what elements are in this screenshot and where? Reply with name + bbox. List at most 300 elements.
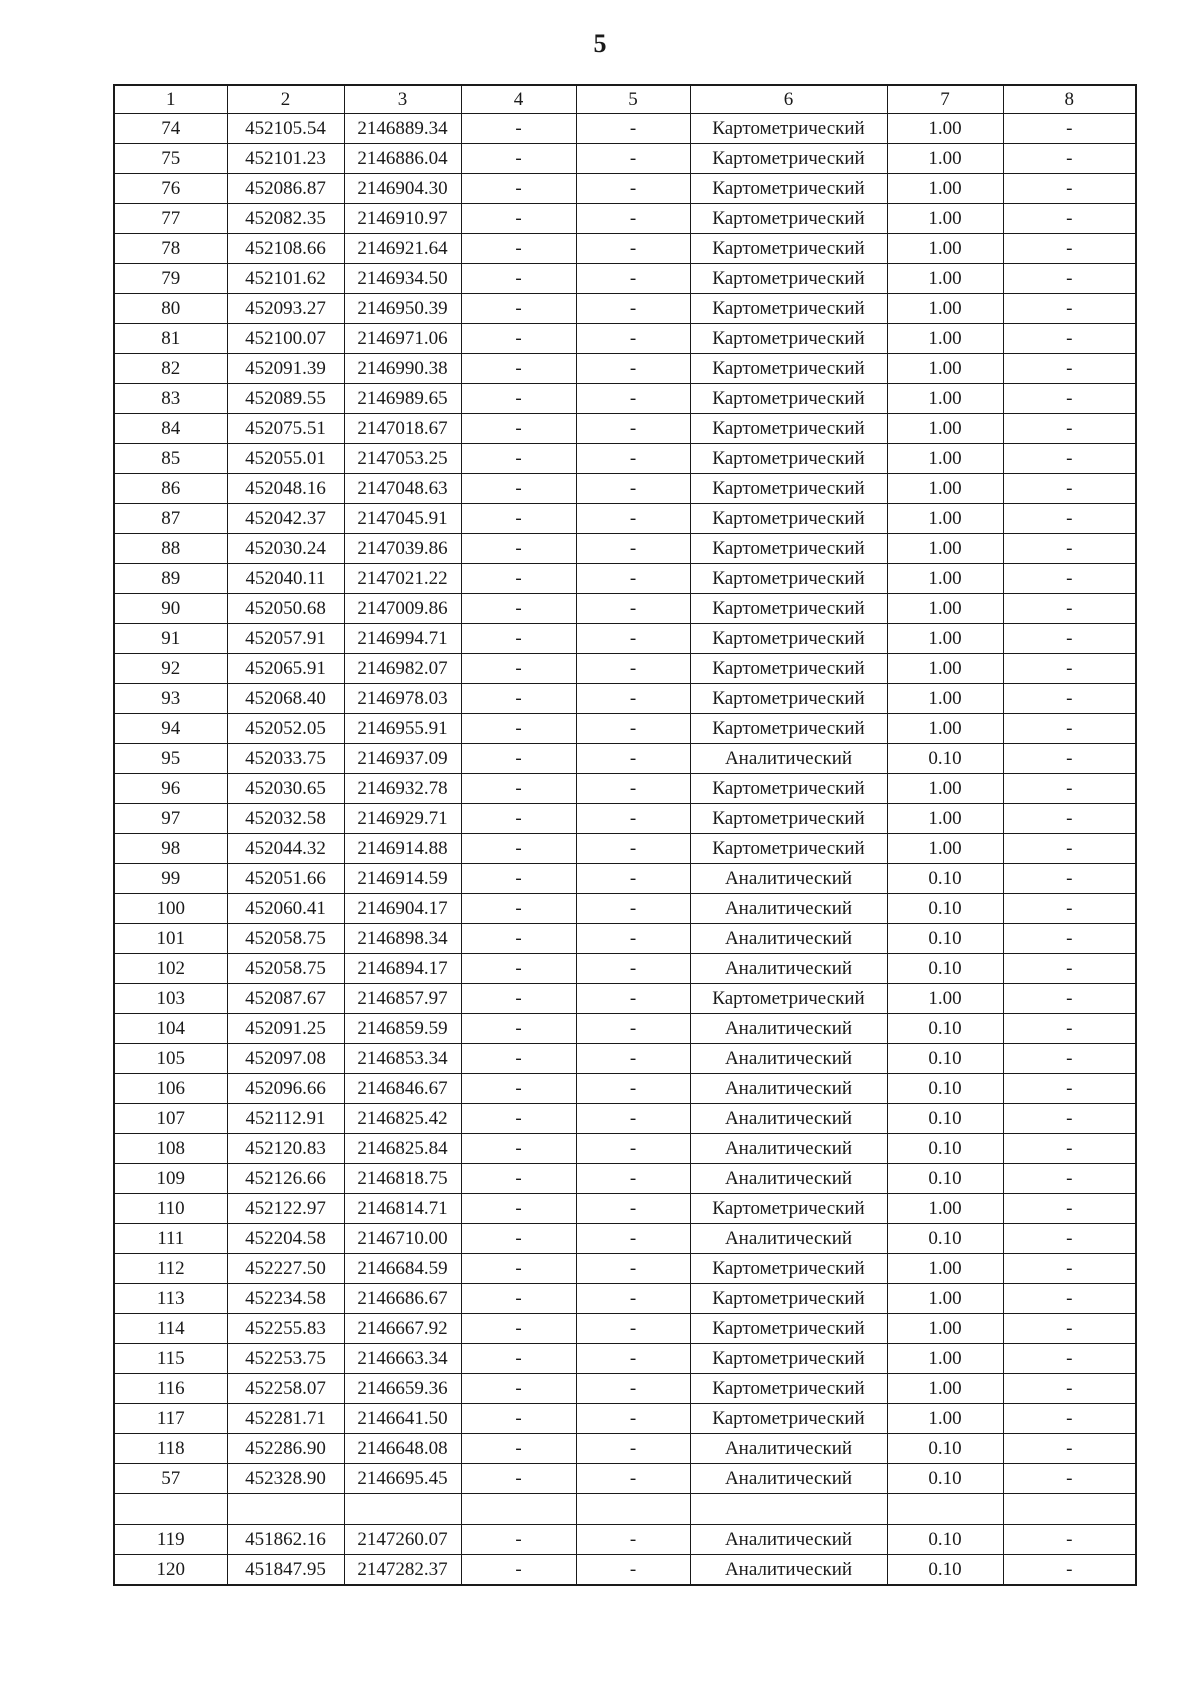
table-cell-col-7: 0.10 (887, 1224, 1003, 1254)
table-cell-col-6: Картометрический (690, 1194, 887, 1224)
table-cell-col-8: - (1003, 774, 1136, 804)
table-cell-col-6: Картометрический (690, 654, 887, 684)
table-cell-col-7: 1.00 (887, 234, 1003, 264)
table-cell-col-8: - (1003, 984, 1136, 1014)
table-cell-col-4 (461, 1494, 576, 1525)
table-cell-col-2: 452051.66 (227, 864, 344, 894)
table-cell-col-6: Картометрический (690, 834, 887, 864)
table-row (114, 1104, 1136, 1134)
table-cell-col-8: - (1003, 1134, 1136, 1164)
table-cell-col-5: - (576, 1134, 690, 1164)
table-cell-col-7: 1.00 (887, 1194, 1003, 1224)
table-cell-col-5: - (576, 1464, 690, 1494)
table-cell-col-5: - (576, 1224, 690, 1254)
column-header-8: 8 (1003, 85, 1136, 114)
table-cell-col-1: 84 (114, 414, 227, 444)
table-row (114, 1164, 1136, 1194)
table-cell-col-6: Аналитический (690, 1134, 887, 1164)
table-cell-col-4: - (461, 474, 576, 504)
table-row (114, 444, 1136, 474)
table-cell-col-6: Картометрический (690, 1374, 887, 1404)
table-cell-col-8: - (1003, 924, 1136, 954)
table-cell-col-6: Аналитический (690, 744, 887, 774)
table-cell-col-3: 2146686.67 (344, 1284, 461, 1314)
table-cell-col-3: 2146934.50 (344, 264, 461, 294)
table-cell-col-2: 452227.50 (227, 1254, 344, 1284)
table-cell-col-6: Картометрический (690, 444, 887, 474)
table-cell-col-7: 1.00 (887, 714, 1003, 744)
table-row (114, 264, 1136, 294)
page-number: 5 (593, 29, 607, 58)
table-cell-col-6: Картометрический (690, 1314, 887, 1344)
table-cell-col-8: - (1003, 174, 1136, 204)
table-cell-col-4: - (461, 1284, 576, 1314)
table-cell-col-6: Картометрический (690, 114, 887, 144)
table-cell-col-5: - (576, 1254, 690, 1284)
table-cell-col-4: - (461, 354, 576, 384)
table-cell-col-1: 81 (114, 324, 227, 354)
table-cell-col-7: 0.10 (887, 1555, 1003, 1586)
table-cell-col-5: - (576, 744, 690, 774)
table-cell-col-4: - (461, 864, 576, 894)
table-cell-col-8 (1003, 1494, 1136, 1525)
table-cell-col-3: 2146695.45 (344, 1464, 461, 1494)
table-cell-col-5: - (576, 414, 690, 444)
table-cell-col-5: - (576, 1404, 690, 1434)
table-cell-col-5: - (576, 594, 690, 624)
table-cell-col-2: 452087.67 (227, 984, 344, 1014)
table-cell-col-7: 1.00 (887, 144, 1003, 174)
table-cell-col-8: - (1003, 624, 1136, 654)
table-cell-col-2: 452204.58 (227, 1224, 344, 1254)
table-cell-col-4: - (461, 1555, 576, 1586)
table-cell-col-5: - (576, 354, 690, 384)
table-body (114, 114, 1136, 1586)
table-cell-col-2: 452091.25 (227, 1014, 344, 1044)
table-cell-col-3: 2146904.17 (344, 894, 461, 924)
table-cell-col-8: - (1003, 234, 1136, 264)
table-cell-col-2: 452101.62 (227, 264, 344, 294)
table-cell-col-4: - (461, 1434, 576, 1464)
table-cell-col-5 (576, 1494, 690, 1525)
table-cell-col-1: 98 (114, 834, 227, 864)
table-cell-col-8: - (1003, 894, 1136, 924)
table-cell-col-8: - (1003, 1434, 1136, 1464)
table-cell-col-2: 452060.41 (227, 894, 344, 924)
table-cell-col-4: - (461, 1074, 576, 1104)
table-cell-col-1: 104 (114, 1014, 227, 1044)
table-cell-col-5: - (576, 504, 690, 534)
table-row (114, 714, 1136, 744)
table-cell-col-4: - (461, 564, 576, 594)
table-cell-col-7: 0.10 (887, 1525, 1003, 1555)
table-cell-col-8: - (1003, 1374, 1136, 1404)
table-cell-col-6: Картометрический (690, 474, 887, 504)
table-cell-col-6: Картометрический (690, 144, 887, 174)
table-cell-col-6: Картометрический (690, 354, 887, 384)
table-cell-col-8: - (1003, 504, 1136, 534)
table-cell-col-5: - (576, 1164, 690, 1194)
table-cell-col-7: 0.10 (887, 1134, 1003, 1164)
table-cell-col-7: 1.00 (887, 114, 1003, 144)
table-cell-col-4: - (461, 894, 576, 924)
table-cell-col-7: 1.00 (887, 1284, 1003, 1314)
table-cell-col-1: 117 (114, 1404, 227, 1434)
table-cell-col-2: 452030.24 (227, 534, 344, 564)
table-cell-col-1: 102 (114, 954, 227, 984)
table-cell-col-6: Картометрический (690, 624, 887, 654)
table-row (114, 384, 1136, 414)
table-cell-col-3: 2146982.07 (344, 654, 461, 684)
table-cell-col-7: 0.10 (887, 894, 1003, 924)
table-cell-col-4: - (461, 1525, 576, 1555)
table-cell-col-1: 91 (114, 624, 227, 654)
table-cell-col-6: Картометрический (690, 384, 887, 414)
table-cell-col-3: 2146894.17 (344, 954, 461, 984)
table-cell-col-1: 118 (114, 1434, 227, 1464)
table-cell-col-4: - (461, 534, 576, 564)
table-cell-col-4: - (461, 654, 576, 684)
table-cell-col-1: 96 (114, 774, 227, 804)
table-cell-col-8: - (1003, 1404, 1136, 1434)
table-row (114, 324, 1136, 354)
table-cell-col-5: - (576, 324, 690, 354)
table-cell-col-2: 452108.66 (227, 234, 344, 264)
table-cell-col-5: - (576, 714, 690, 744)
table-cell-col-2: 452258.07 (227, 1374, 344, 1404)
table-cell-col-6: Картометрический (690, 714, 887, 744)
column-header-7: 7 (887, 85, 1003, 114)
table-cell-col-3: 2146667.92 (344, 1314, 461, 1344)
table-row (114, 1284, 1136, 1314)
table-row (114, 564, 1136, 594)
table-row (114, 954, 1136, 984)
table-row (114, 1525, 1136, 1555)
table-cell-col-6: Картометрический (690, 264, 887, 294)
table-cell-col-5: - (576, 234, 690, 264)
table-cell-col-2: 452042.37 (227, 504, 344, 534)
table-row (114, 1314, 1136, 1344)
table-cell-col-2: 452097.08 (227, 1044, 344, 1074)
table-cell-col-1: 83 (114, 384, 227, 414)
table-row (114, 114, 1136, 144)
table-cell-col-1: 97 (114, 804, 227, 834)
table-row (114, 294, 1136, 324)
table-cell-col-8: - (1003, 1555, 1136, 1586)
table-cell-col-8: - (1003, 564, 1136, 594)
table-cell-col-4: - (461, 234, 576, 264)
table-cell-col-1: 106 (114, 1074, 227, 1104)
table-cell-col-1: 75 (114, 144, 227, 174)
table-cell-col-6: Аналитический (690, 1164, 887, 1194)
table-cell-col-3: 2146825.42 (344, 1104, 461, 1134)
table-cell-col-1: 99 (114, 864, 227, 894)
table-cell-col-7: 0.10 (887, 1464, 1003, 1494)
table-cell-col-1: 101 (114, 924, 227, 954)
table-cell-col-7: 1.00 (887, 504, 1003, 534)
table-cell-col-4: - (461, 1044, 576, 1074)
table-cell-col-1: 80 (114, 294, 227, 324)
table-cell-col-7: 1.00 (887, 1374, 1003, 1404)
table-cell-col-4: - (461, 264, 576, 294)
table-cell-col-3: 2146989.65 (344, 384, 461, 414)
table-row (114, 744, 1136, 774)
table-cell-col-5: - (576, 204, 690, 234)
table-cell-col-5: - (576, 954, 690, 984)
table-cell-col-2: 452120.83 (227, 1134, 344, 1164)
table-row (114, 984, 1136, 1014)
table-row (114, 804, 1136, 834)
table-cell-col-8: - (1003, 1074, 1136, 1104)
table-cell-col-7: 1.00 (887, 354, 1003, 384)
table-row (114, 1134, 1136, 1164)
table-cell-col-2: 452033.75 (227, 744, 344, 774)
table-row (114, 1404, 1136, 1434)
table-cell-col-3: 2147018.67 (344, 414, 461, 444)
table-cell-col-3: 2146904.30 (344, 174, 461, 204)
table-row (114, 1074, 1136, 1104)
table-cell-col-1 (114, 1494, 227, 1525)
table-cell-col-6: Картометрический (690, 294, 887, 324)
table-cell-col-6: Аналитический (690, 1434, 887, 1464)
table-cell-col-3: 2147039.86 (344, 534, 461, 564)
table-cell-col-8: - (1003, 474, 1136, 504)
table-cell-col-6: Аналитический (690, 864, 887, 894)
table-cell-col-4: - (461, 504, 576, 534)
table-row (114, 414, 1136, 444)
table-cell-col-1: 88 (114, 534, 227, 564)
table-cell-col-3: 2146910.97 (344, 204, 461, 234)
table-cell-col-7: 1.00 (887, 384, 1003, 414)
table-cell-col-7 (887, 1494, 1003, 1525)
table-cell-col-2: 452082.35 (227, 204, 344, 234)
table-cell-col-5: - (576, 1525, 690, 1555)
table-cell-col-7: 1.00 (887, 804, 1003, 834)
table-cell-col-1: 57 (114, 1464, 227, 1494)
table-cell-col-5: - (576, 1434, 690, 1464)
table-cell-col-2: 452096.66 (227, 1074, 344, 1104)
table-cell-col-4: - (461, 1344, 576, 1374)
table-cell-col-5: - (576, 834, 690, 864)
table-cell-col-2: 452058.75 (227, 924, 344, 954)
column-header-5: 5 (576, 85, 690, 114)
table-cell-col-6: Картометрический (690, 504, 887, 534)
table-cell-col-3: 2147009.86 (344, 594, 461, 624)
table-cell-col-2: 452065.91 (227, 654, 344, 684)
table-cell-col-3: 2146994.71 (344, 624, 461, 654)
table-cell-col-5: - (576, 444, 690, 474)
header-row (114, 85, 1136, 114)
table-cell-col-4: - (461, 1134, 576, 1164)
table-cell-col-3: 2146710.00 (344, 1224, 461, 1254)
table-cell-col-4: - (461, 1014, 576, 1044)
table-cell-col-2: 452058.75 (227, 954, 344, 984)
table-cell-col-4: - (461, 1464, 576, 1494)
table-cell-col-6: Картометрический (690, 984, 887, 1014)
table-cell-col-5: - (576, 1555, 690, 1586)
table-row (114, 144, 1136, 174)
table-cell-col-6: Аналитический (690, 1104, 887, 1134)
table-cell-col-6: Картометрический (690, 684, 887, 714)
table-cell-col-8: - (1003, 414, 1136, 444)
table-cell-col-3: 2146857.97 (344, 984, 461, 1014)
table-cell-col-8: - (1003, 1284, 1136, 1314)
table-cell-col-4: - (461, 1194, 576, 1224)
table-cell-col-8: - (1003, 1224, 1136, 1254)
table-cell-col-1: 89 (114, 564, 227, 594)
table-cell-col-7: 1.00 (887, 474, 1003, 504)
table-cell-col-8: - (1003, 594, 1136, 624)
table-cell-col-6: Картометрический (690, 1344, 887, 1374)
table-cell-col-8: - (1003, 204, 1136, 234)
table-cell-col-3: 2146914.88 (344, 834, 461, 864)
table-cell-col-2: 452030.65 (227, 774, 344, 804)
table-cell-col-8: - (1003, 534, 1136, 564)
table-cell-col-6: Аналитический (690, 1555, 887, 1586)
table-cell-col-1: 100 (114, 894, 227, 924)
table-cell-col-1: 74 (114, 114, 227, 144)
table-cell-col-8: - (1003, 1044, 1136, 1074)
table-row (114, 624, 1136, 654)
table-cell-col-3: 2146937.09 (344, 744, 461, 774)
table-header (114, 85, 1136, 114)
table-cell-col-3: 2147053.25 (344, 444, 461, 474)
table-cell-col-3: 2146825.84 (344, 1134, 461, 1164)
table-cell-col-4: - (461, 324, 576, 354)
table-cell-col-5: - (576, 654, 690, 684)
table-cell-col-1: 87 (114, 504, 227, 534)
table-cell-col-2: 452075.51 (227, 414, 344, 444)
table-cell-col-4: - (461, 684, 576, 714)
table-row (114, 204, 1136, 234)
table-cell-col-8: - (1003, 444, 1136, 474)
table-cell-col-3: 2146889.34 (344, 114, 461, 144)
table-cell-col-1: 108 (114, 1134, 227, 1164)
table-cell-col-3: 2146950.39 (344, 294, 461, 324)
table-cell-col-1: 86 (114, 474, 227, 504)
table-cell-col-8: - (1003, 324, 1136, 354)
table-cell-col-8: - (1003, 354, 1136, 384)
table-cell-col-7: 0.10 (887, 1164, 1003, 1194)
table-cell-col-7: 0.10 (887, 1434, 1003, 1464)
table-cell-col-5: - (576, 474, 690, 504)
table-cell-col-4: - (461, 1164, 576, 1194)
table-cell-col-1: 85 (114, 444, 227, 474)
table-cell-col-2: 451862.16 (227, 1525, 344, 1555)
table-cell-col-7: 1.00 (887, 534, 1003, 564)
table-cell-col-8: - (1003, 714, 1136, 744)
table-cell-col-6: Картометрический (690, 594, 887, 624)
table-cell-col-6: Аналитический (690, 1525, 887, 1555)
table-cell-col-6: Картометрический (690, 414, 887, 444)
table-cell-col-2: 452068.40 (227, 684, 344, 714)
table-cell-col-8: - (1003, 744, 1136, 774)
table-cell-col-2: 452234.58 (227, 1284, 344, 1314)
table-cell-col-4: - (461, 1224, 576, 1254)
table-cell-col-6: Картометрический (690, 534, 887, 564)
table-cell-col-5: - (576, 294, 690, 324)
table-cell-col-3 (344, 1494, 461, 1525)
table-cell-col-7: 1.00 (887, 774, 1003, 804)
table-cell-col-4: - (461, 954, 576, 984)
table-cell-col-2: 452122.97 (227, 1194, 344, 1224)
table-cell-col-8: - (1003, 144, 1136, 174)
table-cell-col-6: Аналитический (690, 1224, 887, 1254)
table-cell-col-3: 2147021.22 (344, 564, 461, 594)
table-cell-col-5: - (576, 984, 690, 1014)
table-row (114, 534, 1136, 564)
table-cell-col-6 (690, 1494, 887, 1525)
table-cell-col-7: 1.00 (887, 684, 1003, 714)
table-cell-col-5: - (576, 1194, 690, 1224)
table-row (114, 354, 1136, 384)
table-cell-col-4: - (461, 144, 576, 174)
table-cell-col-7: 0.10 (887, 1074, 1003, 1104)
table-cell-col-5: - (576, 1344, 690, 1374)
table-cell-col-1: 120 (114, 1555, 227, 1586)
table-cell-col-8: - (1003, 1014, 1136, 1044)
table-row (114, 1254, 1136, 1284)
table-cell-col-5: - (576, 1284, 690, 1314)
table-cell-col-1: 110 (114, 1194, 227, 1224)
table-cell-col-2 (227, 1494, 344, 1525)
table-cell-col-8: - (1003, 1464, 1136, 1494)
table-cell-col-4: - (461, 624, 576, 654)
table-row (114, 1344, 1136, 1374)
table-cell-col-4: - (461, 1254, 576, 1284)
table-cell-col-4: - (461, 774, 576, 804)
table-cell-col-4: - (461, 414, 576, 444)
table-cell-col-4: - (461, 714, 576, 744)
table-cell-col-5: - (576, 1314, 690, 1344)
table-cell-col-6: Картометрический (690, 324, 887, 354)
table-cell-col-3: 2146684.59 (344, 1254, 461, 1284)
table-cell-col-7: 1.00 (887, 324, 1003, 354)
table-cell-col-6: Картометрический (690, 564, 887, 594)
table-cell-col-7: 1.00 (887, 294, 1003, 324)
table-cell-col-4: - (461, 114, 576, 144)
table-cell-col-1: 115 (114, 1344, 227, 1374)
table-cell-col-4: - (461, 294, 576, 324)
table-cell-col-6: Картометрический (690, 774, 887, 804)
table-cell-col-7: 0.10 (887, 954, 1003, 984)
table-cell-col-1: 109 (114, 1164, 227, 1194)
table-cell-col-6: Картометрический (690, 1284, 887, 1314)
table-cell-col-1: 111 (114, 1224, 227, 1254)
table-cell-col-7: 1.00 (887, 204, 1003, 234)
table-cell-col-1: 79 (114, 264, 227, 294)
column-header-1: 1 (114, 85, 227, 114)
table-cell-col-1: 114 (114, 1314, 227, 1344)
table-cell-col-6: Картометрический (690, 174, 887, 204)
table-cell-col-2: 452048.16 (227, 474, 344, 504)
table-cell-col-3: 2147282.37 (344, 1555, 461, 1586)
table-cell-col-1: 76 (114, 174, 227, 204)
table-cell-col-3: 2147045.91 (344, 504, 461, 534)
table-cell-col-7: 0.10 (887, 1104, 1003, 1134)
table-cell-col-2: 452089.55 (227, 384, 344, 414)
table-row (114, 1494, 1136, 1525)
table-cell-col-8: - (1003, 864, 1136, 894)
table-cell-col-7: 1.00 (887, 654, 1003, 684)
table-cell-col-2: 452112.91 (227, 1104, 344, 1134)
table-cell-col-5: - (576, 1074, 690, 1104)
table-cell-col-3: 2146853.34 (344, 1044, 461, 1074)
table-cell-col-5: - (576, 624, 690, 654)
table-row (114, 894, 1136, 924)
table-cell-col-1: 94 (114, 714, 227, 744)
table-cell-col-1: 82 (114, 354, 227, 384)
